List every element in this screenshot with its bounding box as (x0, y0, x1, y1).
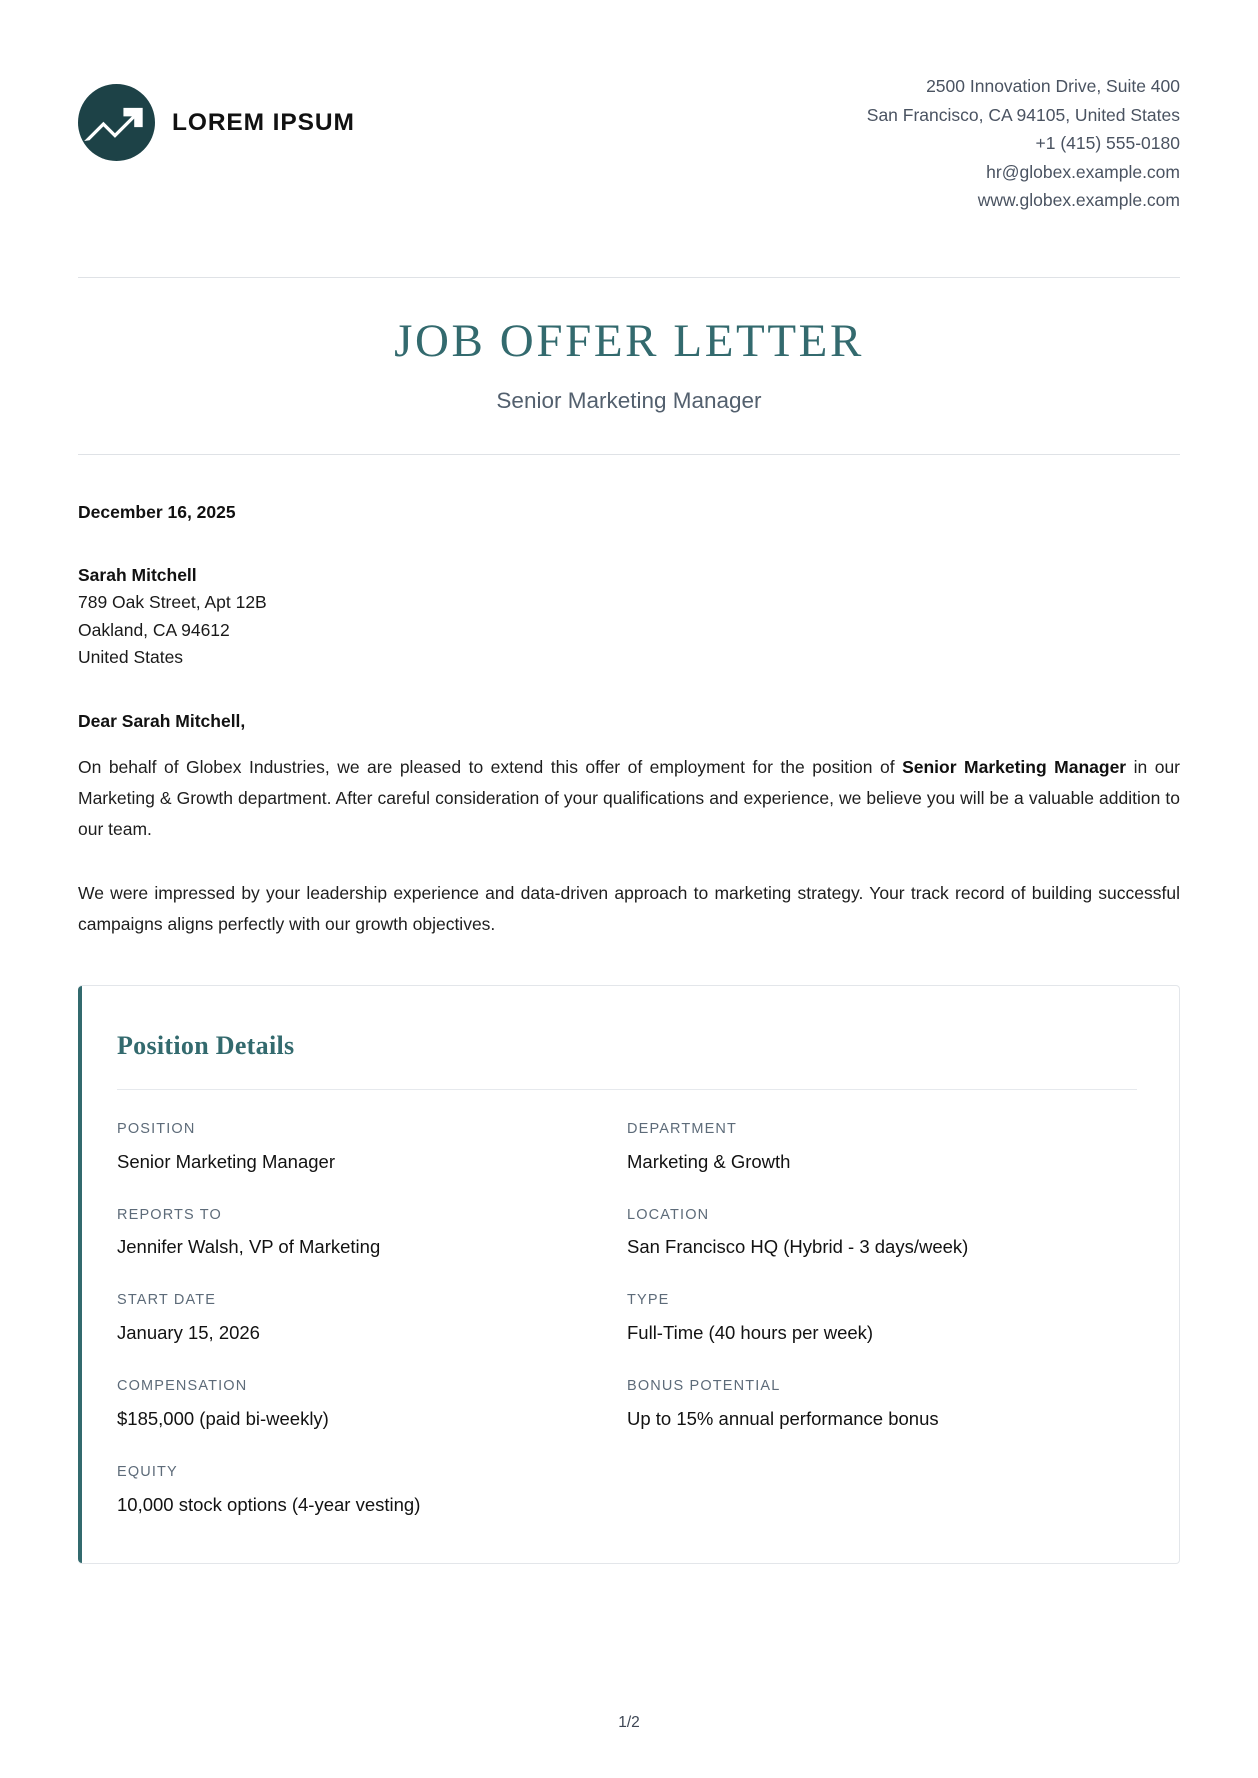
detail-value: Full-Time (40 hours per week) (627, 1322, 874, 1344)
detail-field-bonus-potential (627, 1377, 1137, 1463)
letter-body (78, 455, 1180, 940)
detail-value: 10,000 stock options (4-year vesting) (117, 1493, 421, 1515)
detail-value: San Francisco HQ (Hybrid - 3 days/week) (627, 1236, 969, 1258)
detail-field-location (627, 1206, 1137, 1292)
detail-field-department (627, 1120, 1137, 1206)
detail-label: DEPARTMENT (627, 1120, 738, 1137)
detail-field-type (627, 1291, 1137, 1377)
detail-field-equity (117, 1463, 1137, 1518)
page-subtitle: Senior Marketing Manager (496, 388, 762, 414)
company-contact-block (867, 72, 1180, 215)
detail-field-position (117, 1120, 627, 1206)
offer-paragraph-1-part-1: On behalf of Globex Industries, we are pleased to extend this offer of employment for the position of (78, 756, 903, 777)
detail-value: Jennifer Walsh, VP of Marketing (117, 1236, 381, 1258)
detail-value: Up to 15% annual performance bonus (627, 1408, 939, 1430)
detail-label: TYPE (627, 1292, 670, 1309)
page-number-footer: 1/2 (618, 1714, 640, 1731)
recipient-name: Sarah Mitchell (78, 564, 197, 585)
contact-website: www.globex.example.com (977, 190, 1180, 211)
detail-label: EQUITY (117, 1464, 178, 1481)
detail-value: Senior Marketing Manager (117, 1150, 335, 1172)
offer-paragraph-2: We were impressed by your leadership experience and data-driven approach to marketing strategy. Your track record of building successful campaigns aligns perfectly with our growth objectives. (78, 882, 1180, 934)
detail-field-start-date (117, 1291, 627, 1377)
detail-label: START DATE (117, 1292, 217, 1309)
offer-paragraph-1 (78, 752, 1180, 845)
letterhead (78, 0, 1180, 215)
contact-email: hr@globex.example.com (986, 161, 1180, 182)
recipient-address-line-2: Oakland, CA 94612 (78, 619, 230, 640)
detail-value: Marketing & Growth (627, 1150, 791, 1172)
position-details-card (78, 985, 1180, 1564)
growth-arrow-circle-logo-icon (78, 84, 155, 161)
recipient-address-line-3: United States (78, 647, 184, 668)
detail-value: $185,000 (paid bi-weekly) (117, 1408, 329, 1430)
position-details-title: Position Details (117, 1030, 295, 1060)
title-block (78, 278, 1180, 415)
salutation: Dear Sarah Mitchell, (78, 710, 246, 731)
detail-label: POSITION (117, 1120, 196, 1137)
brand-lockup (78, 72, 355, 161)
brand-name: LOREM IPSUM (172, 108, 355, 136)
letter-date: December 16, 2025 (78, 502, 236, 523)
recipient-address-line-1: 789 Oak Street, Apt 12B (78, 592, 267, 613)
detail-label: COMPENSATION (117, 1378, 248, 1395)
detail-field-reports-to (117, 1206, 627, 1292)
position-details-divider (117, 1089, 1137, 1090)
detail-label: REPORTS TO (117, 1206, 222, 1223)
recipient-block (78, 562, 1180, 672)
page-title: JOB OFFER LETTER (394, 314, 864, 367)
contact-address-line-2: San Francisco, CA 94105, United States (866, 104, 1180, 125)
offer-paragraph-1-part-2: in our Marketing & Growth department. After careful consideration of your qualifications and experience, we believe you will be a valuable addition to our team. (78, 756, 1180, 839)
contact-phone: +1 (415) 555-0180 (1035, 133, 1180, 154)
detail-label: BONUS POTENTIAL (627, 1378, 781, 1395)
detail-value: January 15, 2026 (117, 1322, 260, 1344)
offer-paragraph-1-position-emphasis: Senior Marketing Manager (902, 756, 1127, 777)
position-details-grid (117, 1120, 1137, 1518)
detail-label: LOCATION (627, 1206, 710, 1223)
contact-address-line-1: 2500 Innovation Drive, Suite 400 (926, 76, 1180, 96)
detail-field-compensation (117, 1377, 627, 1463)
